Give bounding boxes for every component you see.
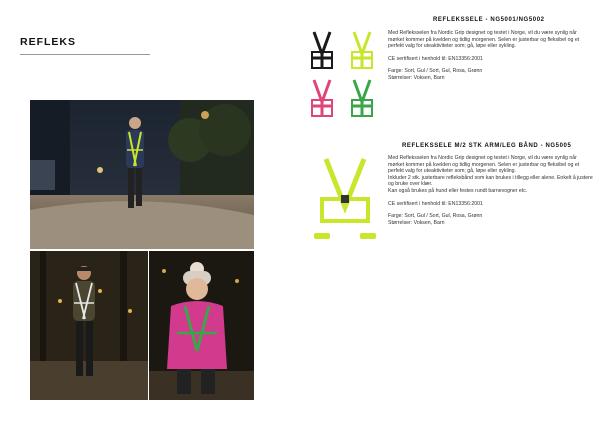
product2-image [308, 155, 382, 243]
product1-certification: CE sertifisert i henhold til: EN13356:2001 [388, 55, 483, 62]
product2-includes: Inkluder 2 stk. justerbare refleksbånd som kan brukes i tillegg eller alene. Enkelt å justere og bruke over klær. [388, 174, 593, 188]
product1-colors: Farge: Sort, Gul / Sort, Gul, Rosa, Grønn [388, 68, 483, 75]
vest-green-icon [352, 80, 372, 116]
vest-pink-icon [312, 80, 332, 116]
product1-description [388, 30, 594, 82]
photo-man-walking-path [30, 100, 254, 249]
product2-text: Med Refleksselen fra Nordic Grip designet og testet i Norge, vil du være synlig når mørket kommer på kvelden og tidlig morgenen. Selen er justerbar og fleksibel og et perfekt valg for uteaktiviteter som; gå, løpe eller sykling. [388, 155, 580, 175]
vest-yellow-with-bands-icon [308, 155, 382, 243]
product2-heading: REFLEKSSELE M/2 STK ARM/LEG BÅND - NG5005 [402, 143, 572, 149]
product2-colors: Farge: Sort, Gul / Sort, Gul, Rosa, Grønn [388, 213, 483, 220]
page-title: REFLEKS [20, 36, 77, 48]
product2-extra: Kan også brukes på hund eller festes rundt barnevogner etc. [388, 187, 528, 194]
product1-text: Med Refleksselen fra Nordic Grip designet og testet i Norge, vil du være synlig når mørket kommer på kvelden og tidlig morgenen. Selen er justerbar og fleksibel og et perfekt valg for uteaktiviteter som; gå, løpe eller sykling. [388, 30, 580, 50]
vest-yellow-icon [352, 32, 372, 68]
product1-sizes: Størrelser: Voksen, Barn [388, 74, 445, 81]
title-rule [20, 54, 150, 55]
product1-heading: REFLEKSSELE - NG5001/NG5002 [433, 17, 545, 23]
vest-black-icon [312, 32, 332, 68]
product2-description [388, 155, 594, 226]
product2-sizes: Størrelser: Voksen, Barn [388, 219, 445, 226]
product2-certification: CE sertifisert i henhold til: EN13356:2001 [388, 200, 483, 207]
photo-man-in-park [30, 251, 148, 400]
product1-images [308, 28, 388, 124]
photo-girl-pink-jacket [149, 251, 254, 400]
